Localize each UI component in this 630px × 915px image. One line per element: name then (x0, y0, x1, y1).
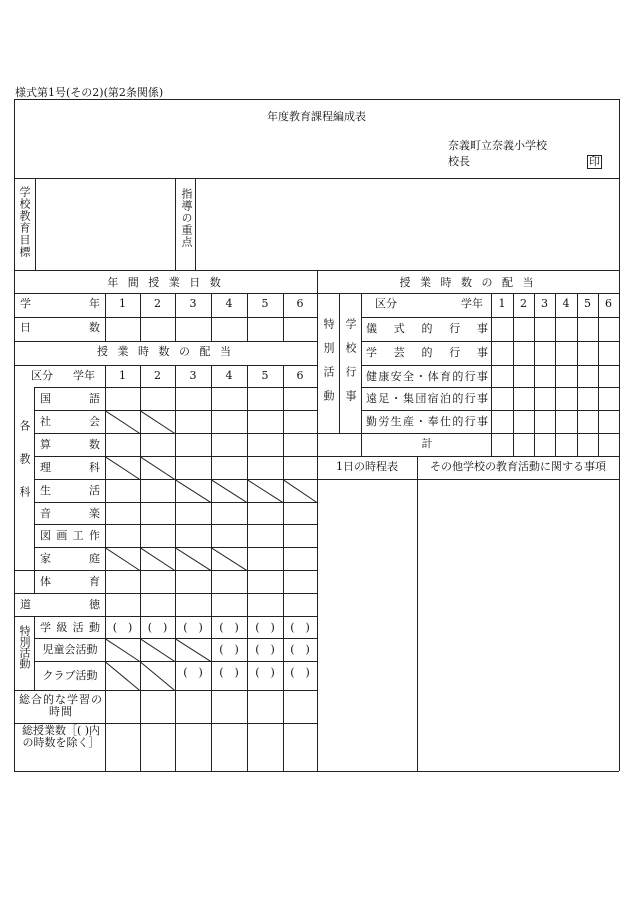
right-grade-4: 4 (562, 297, 570, 310)
paren-cell: ( ) (147, 621, 168, 634)
grid-line (14, 593, 317, 594)
paren-cell: ( ) (290, 621, 310, 634)
grid-line (140, 365, 141, 771)
paren-cell: ( ) (219, 621, 239, 634)
grid-line (339, 293, 340, 433)
paren-cell: ( ) (219, 666, 239, 679)
event-2: 健康安全・体育的行事 (366, 370, 488, 383)
teaching-focus-label: 指導の重点 (180, 188, 193, 248)
days-label: 日 数 (20, 321, 100, 334)
not-applicable-slash (246, 479, 283, 503)
grid-line (317, 456, 619, 457)
grid-line (34, 616, 35, 690)
grade-col-4: 4 (225, 369, 233, 382)
not-applicable-slash (210, 547, 247, 571)
subject-2: 算 数 (40, 438, 100, 451)
grade-number-3: 3 (189, 297, 197, 310)
grid-line (361, 433, 362, 456)
moral-label: 道 徳 (20, 598, 100, 611)
right-grade-1: 1 (498, 297, 506, 310)
school-goal-label: 学校教育目標 (18, 186, 31, 258)
subject-7: 家 庭 (40, 552, 100, 565)
integrated-study-label: 総合的な学習の時間 (19, 693, 103, 718)
grid-line (534, 293, 535, 456)
grid-line (195, 178, 196, 270)
event-0: 儀 式 的 行 事 (366, 322, 488, 335)
not-applicable-slash (174, 638, 211, 662)
page-title: 年度教育課程編成表 (267, 110, 366, 123)
subject-3: 理 科 (40, 461, 100, 474)
subject-0: 国 語 (40, 392, 100, 405)
grade-number-5: 5 (261, 297, 269, 310)
right-total-label: 計 (421, 437, 433, 450)
not-applicable-slash (139, 547, 175, 571)
grid-line (513, 293, 514, 456)
table-border-left (14, 99, 15, 771)
grade-col-5: 5 (261, 369, 269, 382)
not-applicable-slash (282, 479, 317, 503)
grid-line (577, 293, 578, 456)
grid-line (14, 178, 619, 179)
table-border-right (619, 99, 620, 771)
form-caption: 様式第1号(その2)(第2条関係) (15, 86, 164, 99)
grid-line (34, 387, 35, 593)
grid-line (361, 387, 619, 388)
special-group-label: 特別活動 (18, 625, 31, 669)
table-border-top (14, 99, 619, 100)
school-events-vertical-label: 学校行事 (344, 318, 357, 414)
special-item-council: 児童会活動 (42, 643, 98, 656)
grade-col-3: 3 (189, 369, 197, 382)
right-grade-5: 5 (584, 297, 591, 310)
not-applicable-slash (139, 456, 175, 480)
grid-line (211, 365, 212, 771)
paren-cell: ( ) (255, 621, 275, 634)
special-item-class: 学級活動 (40, 621, 100, 634)
subject-8: 体 育 (40, 575, 100, 588)
not-applicable-slash (139, 638, 175, 662)
right-gakunen-label: 学年 (461, 297, 483, 310)
grade-number-4: 4 (225, 297, 233, 310)
right-hours-header: 授 業 時 数 の 配 当 (399, 276, 537, 289)
special-item-club: クラブ活動 (42, 669, 98, 682)
grid-line (317, 479, 619, 480)
grid-line (14, 341, 317, 342)
grid-line (14, 293, 317, 294)
grid-line (105, 365, 106, 771)
grid-line (14, 365, 317, 366)
grid-line (491, 293, 492, 456)
kubun-label: 区分 (31, 369, 53, 382)
other-activities-label: その他学校の教育活動に関する事項 (430, 460, 606, 473)
total-hours-label: 総授業数［( )内の時数を除く］ (21, 724, 101, 749)
grid-line (14, 690, 317, 691)
paren-cell: ( ) (290, 643, 310, 656)
subject-5: 音 楽 (40, 507, 100, 520)
grade-col-1: 1 (119, 369, 126, 382)
subjects-group-label: 各教科 (18, 420, 31, 519)
subject-1: 社 会 (40, 415, 100, 428)
annual-days-header: 年 間 授 業 日 数 (107, 276, 224, 289)
not-applicable-slash (139, 661, 175, 691)
grade-number-2: 2 (154, 297, 161, 310)
grid-line (555, 293, 556, 456)
paren-cell: ( ) (255, 643, 275, 656)
hours-allocation-header: 授 業 時 数 の 配 当 (97, 345, 234, 358)
grid-line (361, 410, 619, 411)
seal-stamp: 印 (589, 155, 600, 168)
paren-cell: ( ) (255, 666, 275, 679)
right-grade-3: 3 (541, 297, 548, 310)
grid-line (361, 341, 619, 342)
school-name: 奈義町立奈義小学校 (448, 139, 547, 152)
event-1: 学 芸 的 行 事 (366, 346, 488, 359)
grid-line (14, 771, 317, 772)
subject-6: 図画工作 (40, 529, 100, 542)
grid-line (317, 270, 318, 771)
not-applicable-slash (104, 638, 140, 662)
not-applicable-slash (174, 479, 211, 503)
grade-col-6: 6 (296, 369, 304, 382)
paren-cell: ( ) (219, 643, 239, 656)
grid-line (283, 365, 284, 771)
grid-line (247, 365, 248, 771)
grid-line (175, 365, 176, 771)
paren-cell: ( ) (112, 621, 133, 634)
principal-label: 校長 (448, 155, 470, 168)
special-activities-vertical-label: 特別活動 (322, 318, 335, 414)
grade-label: 学 年 (20, 297, 100, 310)
grid-line (175, 178, 176, 270)
paren-cell: ( ) (183, 666, 203, 679)
gakunen-label: 学年 (73, 369, 95, 382)
event-4: 勤労生産・奉仕的行事 (366, 415, 488, 428)
grid-line (417, 456, 418, 771)
grid-line (317, 433, 619, 434)
not-applicable-slash (104, 661, 140, 691)
not-applicable-slash (104, 410, 140, 434)
not-applicable-slash (104, 547, 140, 571)
paren-cell: ( ) (183, 621, 203, 634)
daily-schedule-label: 1日の時程表 (336, 460, 398, 473)
not-applicable-slash (174, 547, 211, 571)
right-grade-6: 6 (605, 297, 612, 310)
grade-number-6: 6 (296, 297, 304, 310)
grade-col-2: 2 (154, 369, 161, 382)
grid-line (14, 570, 317, 571)
grid-line (14, 317, 317, 318)
grid-line (35, 178, 36, 270)
not-applicable-slash (210, 479, 247, 503)
grid-line (361, 317, 619, 318)
not-applicable-slash (139, 410, 175, 434)
subject-4: 生 活 (40, 484, 100, 497)
not-applicable-slash (104, 456, 140, 480)
grid-line (361, 293, 362, 433)
grid-line (598, 293, 599, 456)
right-grade-2: 2 (520, 297, 527, 310)
event-3: 遠足・集団宿泊的行事 (366, 392, 488, 405)
right-kubun-label: 区分 (375, 297, 397, 310)
grid-line (361, 365, 619, 366)
grade-number-1: 1 (119, 297, 126, 310)
paren-cell: ( ) (290, 666, 310, 679)
grid-line (14, 616, 317, 617)
